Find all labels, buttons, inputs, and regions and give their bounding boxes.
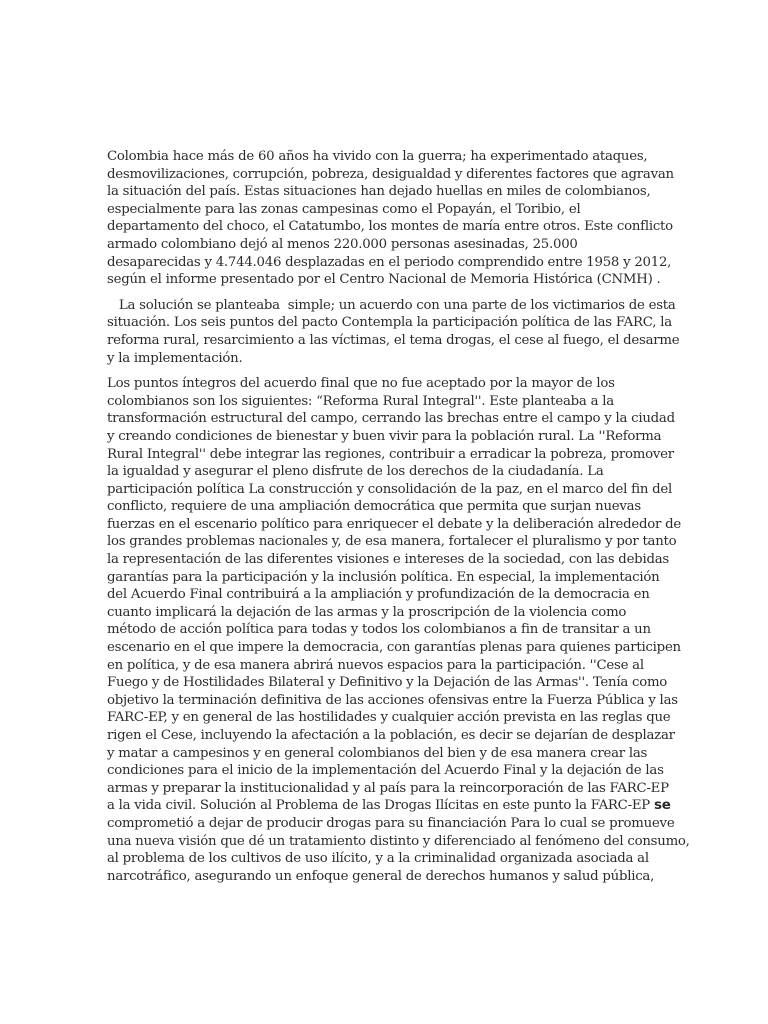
text-line: y creando condiciones de bienestar y buen vivir para la población rural. La ''Reforma <box>107 428 662 444</box>
text-line: objetivo la terminación definitiva de las acciones ofensivas entre la Fuerza Pública y las <box>107 692 678 708</box>
text-line: Colombia hace más de 60 años ha vivido con la guerra; ha experimentado ataques, <box>107 149 648 164</box>
text-line: transformación estructural del campo, cerrando las brechas entre el campo y la ciudad <box>107 411 675 427</box>
text-line: armado colombiano dejó al menos 220.000 personas asesinadas, 25.000 <box>107 236 578 252</box>
text-line-with-bold <box>107 797 671 815</box>
text-line: especialmente para las zonas campesinas como el Popayán, el Toribio, el <box>107 201 581 217</box>
text-line: y matar a campesinos y en general colombianos del bien y de esa manera crear las <box>107 745 648 761</box>
text-line: comprometió a dejar de producir drogas para su financiación Para lo cual se promueve <box>107 815 675 831</box>
text-line: armas y preparar la institucionalidad y al país para la reincorporación de las FARC-EP <box>107 780 669 796</box>
text-line: los grandes problemas nacionales y, de esa manera, fortalecer el pluralismo y por tanto <box>107 534 677 550</box>
text-line: según el informe presentado por el Centro Nacional de Memoria Histórica (CNMH) . <box>107 272 661 288</box>
text-line: conflicto, requiere de una ampliación democrática que permita que surjan nuevas <box>107 499 641 515</box>
text-line: y la implementación. <box>107 350 243 366</box>
text-line: una nueva visión que dé un tratamiento distinto y diferenciado al fenómeno del consumo, <box>107 833 690 849</box>
bold-word: se <box>653 797 671 814</box>
text-line: garantías para la participación y la inclusión política. En especial, la implementación <box>107 569 660 585</box>
text-line: escenario en el que impere la democracia, con garantías plenas para quienes participen <box>107 640 681 656</box>
text-line: del Acuerdo Final contribuirá a la ampliación y profundización de la democracia en <box>107 587 650 603</box>
text-line: desmovilizaciones, corrupción, pobreza, desigualdad y diferentes factores que agravan <box>107 166 674 182</box>
paragraph-2 <box>107 297 680 367</box>
document-body <box>107 148 690 885</box>
text-line: reforma rural, resarcimiento a las víctimas, el tema drogas, el cese al fuego, el desarme <box>107 332 680 348</box>
text-segment: a la vida civil. Solución al Problema de las Drogas Ilícitas en este punto la FARC-EP <box>107 798 654 814</box>
text-line: FARC-EP, y en general de las hostilidades y cualquier acción prevista en las reglas que <box>107 710 671 726</box>
text-line: fuerzas en el escenario político para enriquecer el debate y la deliberación alrededor de <box>107 516 681 532</box>
text-line: en política, y de esa manera abrirá nuevos espacios para la participación. ''Cese al <box>107 657 644 673</box>
text-line: cuanto implicará la dejación de las armas y la proscripción de la violencia como <box>107 604 627 620</box>
text-line: situación. Los seis puntos del pacto Contempla la participación política de las FARC, la <box>107 315 672 331</box>
text-line: la situación del país. Estas situaciones han dejado huellas en miles de colombianos, <box>107 184 651 200</box>
text-line: condiciones para el inicio de la implementación del Acuerdo Final y la dejación de las <box>107 763 664 779</box>
text-line: colombianos son los siguientes: “Reforma Rural Integral''. Este planteaba a la <box>107 393 614 409</box>
paragraph-1 <box>107 148 674 289</box>
text-line: narcotráfico, asegurando un enfoque general de derechos humanos y salud pública, <box>107 868 655 884</box>
text-line: método de acción política para todas y todos los colombianos a fin de transitar a un <box>107 622 651 638</box>
text-line: al problema de los cultivos de uso ilícito, y a la criminalidad organizada asociada al <box>107 851 649 867</box>
text-line: desaparecidas y 4.744.046 desplazadas en el periodo comprendido entre 1958 y 2012, <box>107 254 672 270</box>
text-line: la igualdad y asegurar el pleno disfrute de los derechos de la ciudadanía. La <box>107 464 604 480</box>
text-line: La solución se planteaba simple; un acuerdo con una parte de los victimarios de esta <box>107 297 676 313</box>
text-line: Los puntos íntegros del acuerdo final que no fue aceptado por la mayor de los <box>107 376 615 392</box>
text-line: participación política La construcción y consolidación de la paz, en el marco del fin del <box>107 481 673 497</box>
text-line: departamento del choco, el Catatumbo, los montes de maría entre otros. Este conflicto <box>107 219 673 235</box>
text-line: Fuego y de Hostilidades Bilateral y Definitivo y la Dejación de las Armas''. Tenía como <box>107 675 668 691</box>
text-line: Rural Integral'' debe integrar las regiones, contribuir a erradicar la pobreza, promover <box>107 446 674 462</box>
paragraph-3 <box>107 375 690 885</box>
text-line: rigen el Cese, incluyendo la afectación a la población, es decir se dejarían de desplazar <box>107 728 675 743</box>
text-line: la representación de las diferentes visiones e intereses de la sociedad, con las debidas <box>107 552 669 568</box>
